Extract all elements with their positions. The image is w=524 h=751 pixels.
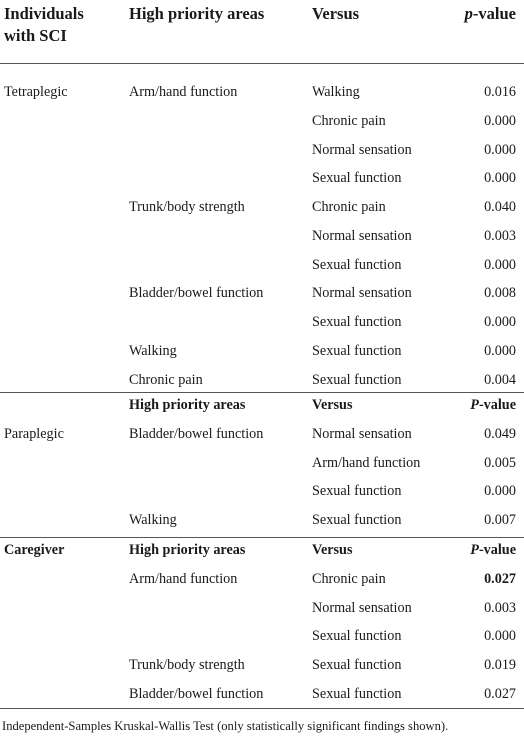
cell-p-value: 0.000	[484, 342, 516, 359]
cell-high-priority-area: Arm/hand function	[129, 570, 238, 587]
header-high-priority-areas: High priority areas	[129, 4, 265, 23]
cell-p-value: 0.027	[484, 685, 516, 702]
subheader-high-priority-areas: High priority areas	[129, 542, 246, 558]
cell-high-priority-area: Trunk/body strength	[129, 657, 245, 673]
group-label: Caregiver	[4, 542, 65, 558]
cell-p-value: 0.016	[484, 84, 516, 100]
cell-p-value: 0.000	[484, 256, 516, 273]
table-bottom-rule	[0, 708, 524, 709]
group-separator	[0, 392, 524, 393]
cell-p-value: 0.019	[484, 657, 516, 673]
cell-p-value: 0.003	[484, 599, 516, 616]
cell-p-value: 0.000	[484, 628, 516, 645]
subheader-p-value: P-value	[470, 397, 516, 413]
cell-p-value: 0.000	[484, 112, 516, 129]
group-separator	[0, 537, 524, 538]
cell-versus: Normal sensation	[312, 599, 412, 616]
cell-versus: Sexual function	[312, 685, 402, 702]
cell-high-priority-area: Walking	[129, 342, 177, 359]
cell-high-priority-area: Bladder/bowel function	[129, 685, 264, 702]
group-label: Tetraplegic	[4, 84, 68, 100]
header-rule	[0, 63, 524, 64]
cell-high-priority-area: Chronic pain	[129, 371, 203, 388]
cell-p-value: 0.000	[484, 170, 516, 187]
subheader-p-value: P-value	[470, 542, 516, 558]
cell-p-value: 0.000	[484, 141, 516, 158]
cell-versus: Normal sensation	[312, 425, 412, 442]
cell-versus: Sexual function	[312, 512, 402, 528]
cell-versus: Chronic pain	[312, 199, 386, 215]
cell-high-priority-area: Trunk/body strength	[129, 199, 245, 215]
cell-p-value: 0.005	[484, 454, 516, 471]
cell-versus: Normal sensation	[312, 141, 412, 158]
cell-versus: Chronic pain	[312, 112, 386, 129]
cell-versus: Sexual function	[312, 657, 402, 673]
cell-p-value: 0.007	[484, 512, 516, 528]
cell-p-value: 0.004	[484, 371, 516, 388]
cell-p-value: 0.027	[484, 570, 516, 587]
cell-versus: Sexual function	[312, 628, 402, 645]
cell-p-value: 0.008	[484, 285, 516, 302]
subheader-versus: Versus	[312, 397, 353, 413]
cell-versus: Sexual function	[312, 170, 402, 187]
cell-versus: Walking	[312, 84, 360, 100]
cell-versus: Sexual function	[312, 256, 402, 273]
cell-p-value: 0.000	[484, 483, 516, 500]
cell-high-priority-area: Bladder/bowel function	[129, 425, 264, 442]
header-versus: Versus	[312, 4, 360, 23]
header-individuals: Individuals with SCI	[4, 4, 84, 45]
cell-high-priority-area: Arm/hand function	[129, 84, 238, 100]
cell-high-priority-area: Bladder/bowel function	[129, 285, 264, 302]
cell-p-value: 0.049	[484, 425, 516, 442]
group-label: Paraplegic	[4, 425, 64, 442]
cell-p-value: 0.000	[484, 314, 516, 330]
cell-versus: Normal sensation	[312, 285, 412, 302]
cell-versus: Normal sensation	[312, 227, 412, 244]
cell-versus: Sexual function	[312, 342, 402, 359]
subheader-versus: Versus	[312, 542, 353, 558]
cell-versus: Chronic pain	[312, 570, 386, 587]
subheader-high-priority-areas: High priority areas	[129, 397, 246, 413]
cell-p-value: 0.003	[484, 227, 516, 244]
cell-versus: Sexual function	[312, 371, 402, 388]
cell-high-priority-area: Walking	[129, 512, 177, 528]
table-footnote: Independent-Samples Kruskal-Wallis Test (only statistically significant findings shown).	[2, 719, 449, 733]
cell-versus: Sexual function	[312, 314, 402, 330]
cell-p-value: 0.040	[484, 199, 516, 215]
cell-versus: Arm/hand function	[312, 454, 421, 471]
cell-versus: Sexual function	[312, 483, 402, 500]
header-p-value: p-value	[464, 4, 516, 23]
